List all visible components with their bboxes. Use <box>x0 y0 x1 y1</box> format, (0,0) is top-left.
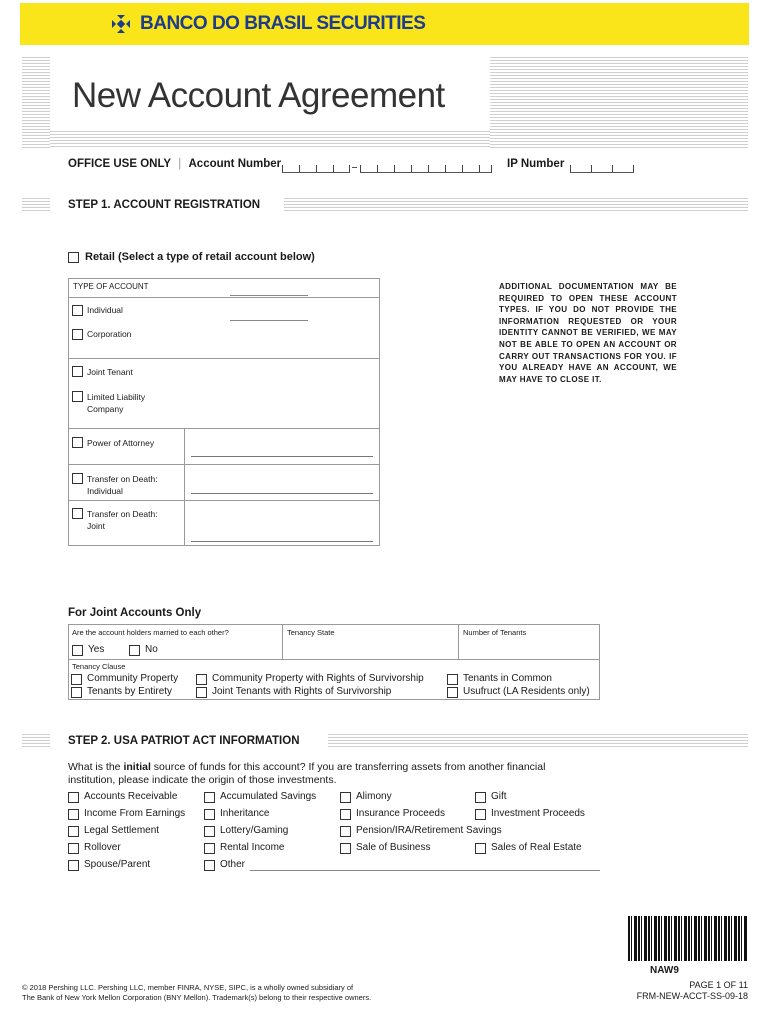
barcode-label: NAW9 <box>650 965 679 976</box>
community-rights-label: Community Property with Rights of Survivorship <box>212 673 424 684</box>
community-rights-checkbox[interactable] <box>196 674 207 685</box>
lottery-gaming-checkbox[interactable] <box>204 826 215 837</box>
step1-heading: STEP 1. ACCOUNT REGISTRATION <box>68 199 261 211</box>
individual-label: Individual <box>87 305 123 315</box>
accounts-receivable-label: Accounts Receivable <box>84 791 178 802</box>
joint-rights-label: Joint Tenants with Rights of Survivorship <box>212 686 392 697</box>
office-use-label: OFFICE USE ONLY <box>68 158 172 170</box>
ip-number-field[interactable] <box>570 162 634 173</box>
other-checkbox[interactable] <box>204 860 215 871</box>
rollover-label: Rollover <box>84 842 121 853</box>
source-question: What is the initial source of funds for this account? If you are transferring assets from another financial <box>68 761 546 773</box>
tenancy-clause-label: Tenancy Clause <box>72 662 126 671</box>
married-no-checkbox[interactable] <box>129 645 140 656</box>
inheritance-checkbox[interactable] <box>204 809 215 820</box>
title-hatch-left <box>22 57 50 149</box>
spouse-parent-label: Spouse/Parent <box>84 859 151 870</box>
pension-checkbox[interactable] <box>340 826 351 837</box>
gift-label: Gift <box>491 791 507 802</box>
joint-rights-checkbox[interactable] <box>196 687 207 698</box>
retail-checkbox[interactable] <box>68 252 79 263</box>
insurance-proceeds-label: Insurance Proceeds <box>356 808 445 819</box>
poa-label: Power of Attorney <box>87 438 155 448</box>
step1-hatch-left <box>22 198 50 213</box>
income-earnings-label: Income From Earnings <box>84 808 186 819</box>
gift-checkbox[interactable] <box>475 792 486 803</box>
documentation-notice: ADDITIONAL DOCUMENTATION MAY BE REQUIRED TO OPEN THESE ACCOUNT TYPES. IF YOU DO NOT PROVIDE THE INFORMATION REQUESTED OR YOUR IDENTITY CANNOT BE VERIFIED, WE MAY NOT BE ABLE TO OPEN AN ACCOUNT OR CARRY OUT TRANSACTIONS FOR YOU. IF YOU ALREADY HAVE AN ACCOUNT, WE MAY HAVE TO CLOSE IT. <box>499 282 677 384</box>
step2-hatch-right <box>328 734 748 749</box>
income-earnings-checkbox[interactable] <box>68 809 79 820</box>
alimony-checkbox[interactable] <box>340 792 351 803</box>
logo-icon <box>108 11 134 37</box>
joint-tenant-checkbox[interactable] <box>72 366 83 377</box>
step1-hatch-right <box>284 198 748 213</box>
step2-heading: STEP 2. USA PATRIOT ACT INFORMATION <box>68 735 300 747</box>
other-label: Other <box>220 859 246 870</box>
title-hatch-right <box>490 57 748 149</box>
number-of-tenants-label: Number of Tenants <box>463 628 527 637</box>
married-question: Are the account holders married to each other? <box>72 628 229 637</box>
rental-income-checkbox[interactable] <box>204 843 215 854</box>
tod-joint-checkbox[interactable] <box>72 508 83 519</box>
rollover-checkbox[interactable] <box>68 843 79 854</box>
married-yes-checkbox[interactable] <box>72 645 83 656</box>
account-number-field[interactable] <box>282 162 492 173</box>
ip-number-label: IP Number <box>507 158 565 170</box>
sale-business-checkbox[interactable] <box>340 843 351 854</box>
alimony-label: Alimony <box>356 791 392 802</box>
legal-settlement-label: Legal Settlement <box>84 825 160 836</box>
married-yes-label: Yes <box>88 644 105 655</box>
pension-label: Pension/IRA/Retirement Savings <box>356 825 502 836</box>
insurance-proceeds-checkbox[interactable] <box>340 809 351 820</box>
tenants-common-label: Tenants in Common <box>463 673 552 684</box>
llc-label-2: Company <box>87 404 124 414</box>
page-title: New Account Agreement <box>72 76 445 115</box>
accumulated-savings-label: Accumulated Savings <box>220 791 317 802</box>
tod-individual-checkbox[interactable] <box>72 473 83 484</box>
usufruct-label: Usufruct (LA Residents only) <box>463 686 590 697</box>
community-property-label: Community Property <box>87 673 179 684</box>
sales-real-estate-checkbox[interactable] <box>475 843 486 854</box>
usufruct-checkbox[interactable] <box>447 687 458 698</box>
tod-joint-label-2: Joint <box>87 521 105 531</box>
accumulated-savings-checkbox[interactable] <box>204 792 215 803</box>
copyright-line-1: © 2018 Pershing LLC. Pershing LLC, member FINRA, NYSE, SIPC, is a wholly owned subsidiary of <box>22 983 354 992</box>
accounts-receivable-checkbox[interactable] <box>68 792 79 803</box>
legal-settlement-checkbox[interactable] <box>68 826 79 837</box>
other-field[interactable] <box>250 870 600 871</box>
tod-individual-label-2: Individual <box>87 486 123 496</box>
logo-text: BANCO DO BRASIL SECURITIES <box>140 13 426 34</box>
investment-proceeds-checkbox[interactable] <box>475 809 486 820</box>
joint-heading: For Joint Accounts Only <box>68 607 202 619</box>
sale-business-label: Sale of Business <box>356 842 431 853</box>
source-question-line2: institution, please indicate the origin of those investments. <box>68 774 337 786</box>
llc-label-1: Limited Liability <box>87 392 146 402</box>
individual-checkbox[interactable] <box>72 305 83 316</box>
copyright-line-2: The Bank of New York Mellon Corporation (BNY Mellon). Trademark(s) belong to their respective owners. <box>22 993 372 1002</box>
joint-tenant-label: Joint Tenant <box>87 367 133 377</box>
spouse-parent-checkbox[interactable] <box>68 860 79 871</box>
retail-label: Retail (Select a type of retail account below) <box>85 251 315 263</box>
office-use-row: OFFICE USE ONLY | Account Number <box>68 158 282 170</box>
poa-checkbox[interactable] <box>72 437 83 448</box>
page-number: PAGE 1 OF 11 <box>689 980 748 990</box>
tod-individual-label-1: Transfer on Death: <box>87 474 158 484</box>
title-hatch-bottom <box>50 131 490 149</box>
corporation-label: Corporation <box>87 329 132 339</box>
barcode <box>628 916 748 961</box>
tenants-entirety-label: Tenants by Entirety <box>87 686 173 697</box>
community-property-checkbox[interactable] <box>71 674 82 685</box>
tod-joint-label-1: Transfer on Death: <box>87 509 158 519</box>
bank-logo <box>108 10 425 38</box>
form-code: FRM-NEW-ACCT-SS-09-18 <box>636 991 748 1001</box>
step2-hatch-left <box>22 734 50 749</box>
sales-real-estate-label: Sales of Real Estate <box>491 842 582 853</box>
inheritance-label: Inheritance <box>220 808 270 819</box>
type-header: TYPE OF ACCOUNT <box>73 282 149 291</box>
rental-income-label: Rental Income <box>220 842 285 853</box>
lottery-gaming-label: Lottery/Gaming <box>220 825 289 836</box>
tenants-entirety-checkbox[interactable] <box>71 687 82 698</box>
llc-checkbox[interactable] <box>72 391 83 402</box>
tenancy-state-label: Tenancy State <box>287 628 335 637</box>
investment-proceeds-label: Investment Proceeds <box>491 808 585 819</box>
tenants-common-checkbox[interactable] <box>447 674 458 685</box>
account-number-label: Account Number <box>188 158 282 170</box>
married-no-label: No <box>145 644 158 655</box>
corporation-checkbox[interactable] <box>72 329 83 340</box>
